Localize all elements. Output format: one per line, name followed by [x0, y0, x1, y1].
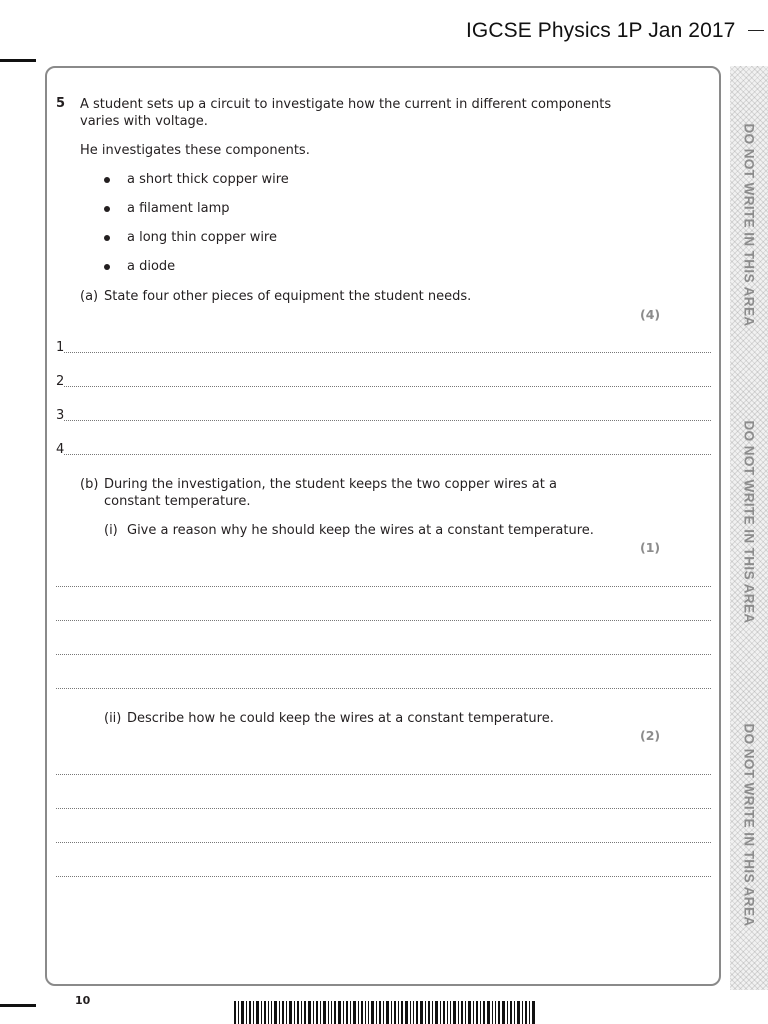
answer-line-number: 4	[56, 442, 65, 457]
part-b-text-line-1: During the investigation, the student keeps the two copper wires at a	[104, 477, 557, 492]
part-b-i-marks: (1)	[640, 540, 661, 555]
page-number: 10	[75, 994, 91, 1007]
answer-line-number: 2	[56, 374, 65, 389]
question-intro-line-1: A student sets up a circuit to investigate how the current in different components	[80, 97, 612, 112]
bullet-icon	[104, 235, 110, 241]
answer-line[interactable]	[56, 808, 711, 809]
answer-line-3[interactable]	[64, 420, 711, 421]
bullet-icon	[104, 177, 110, 183]
answer-line-4[interactable]	[64, 454, 711, 455]
bullet-icon	[104, 206, 110, 212]
part-b-ii-marks: (2)	[640, 728, 661, 743]
part-b-ii-label: (ii)	[104, 711, 122, 726]
registration-mark-top	[0, 59, 36, 62]
registration-mark-bottom	[0, 1004, 36, 1007]
header-rule	[748, 30, 764, 31]
question-number: 5	[56, 96, 66, 111]
answer-line[interactable]	[56, 688, 711, 689]
barcode-icon	[234, 1001, 536, 1024]
component-item: a long thin copper wire	[127, 230, 277, 245]
answer-line[interactable]	[56, 842, 711, 843]
part-a-label: (a)	[80, 289, 99, 304]
component-item: a short thick copper wire	[127, 172, 289, 187]
answer-line[interactable]	[56, 774, 711, 775]
bullet-icon	[104, 264, 110, 270]
answer-line-number: 3	[56, 408, 65, 423]
do-not-write-label-1: DO NOT WRITE IN THIS AREA	[741, 123, 757, 327]
components-intro: He investigates these components.	[80, 143, 310, 158]
answer-line[interactable]	[56, 876, 711, 877]
part-b-label: (b)	[80, 477, 99, 492]
answer-line-1[interactable]	[64, 352, 711, 353]
answer-line-2[interactable]	[64, 386, 711, 387]
question-intro-line-2: varies with voltage.	[80, 114, 208, 129]
part-a-prompt: State four other pieces of equipment the student needs.	[104, 289, 472, 304]
answer-line[interactable]	[56, 586, 711, 587]
component-item: a diode	[127, 259, 176, 274]
part-b-i-label: (i)	[104, 523, 118, 538]
part-a-marks: (4)	[640, 307, 661, 322]
do-not-write-label-3: DO NOT WRITE IN THIS AREA	[741, 723, 757, 927]
answer-line[interactable]	[56, 654, 711, 655]
part-b-text-line-2: constant temperature.	[104, 494, 251, 509]
answer-line-number: 1	[56, 340, 65, 355]
document-header-title: IGCSE Physics 1P Jan 2017	[466, 19, 736, 42]
do-not-write-label-2: DO NOT WRITE IN THIS AREA	[741, 420, 757, 624]
part-b-ii-prompt: Describe how he could keep the wires at a constant temperature.	[127, 711, 554, 726]
component-item: a filament lamp	[127, 201, 230, 216]
part-b-i-prompt: Give a reason why he should keep the wires at a constant temperature.	[127, 523, 594, 538]
answer-line[interactable]	[56, 620, 711, 621]
